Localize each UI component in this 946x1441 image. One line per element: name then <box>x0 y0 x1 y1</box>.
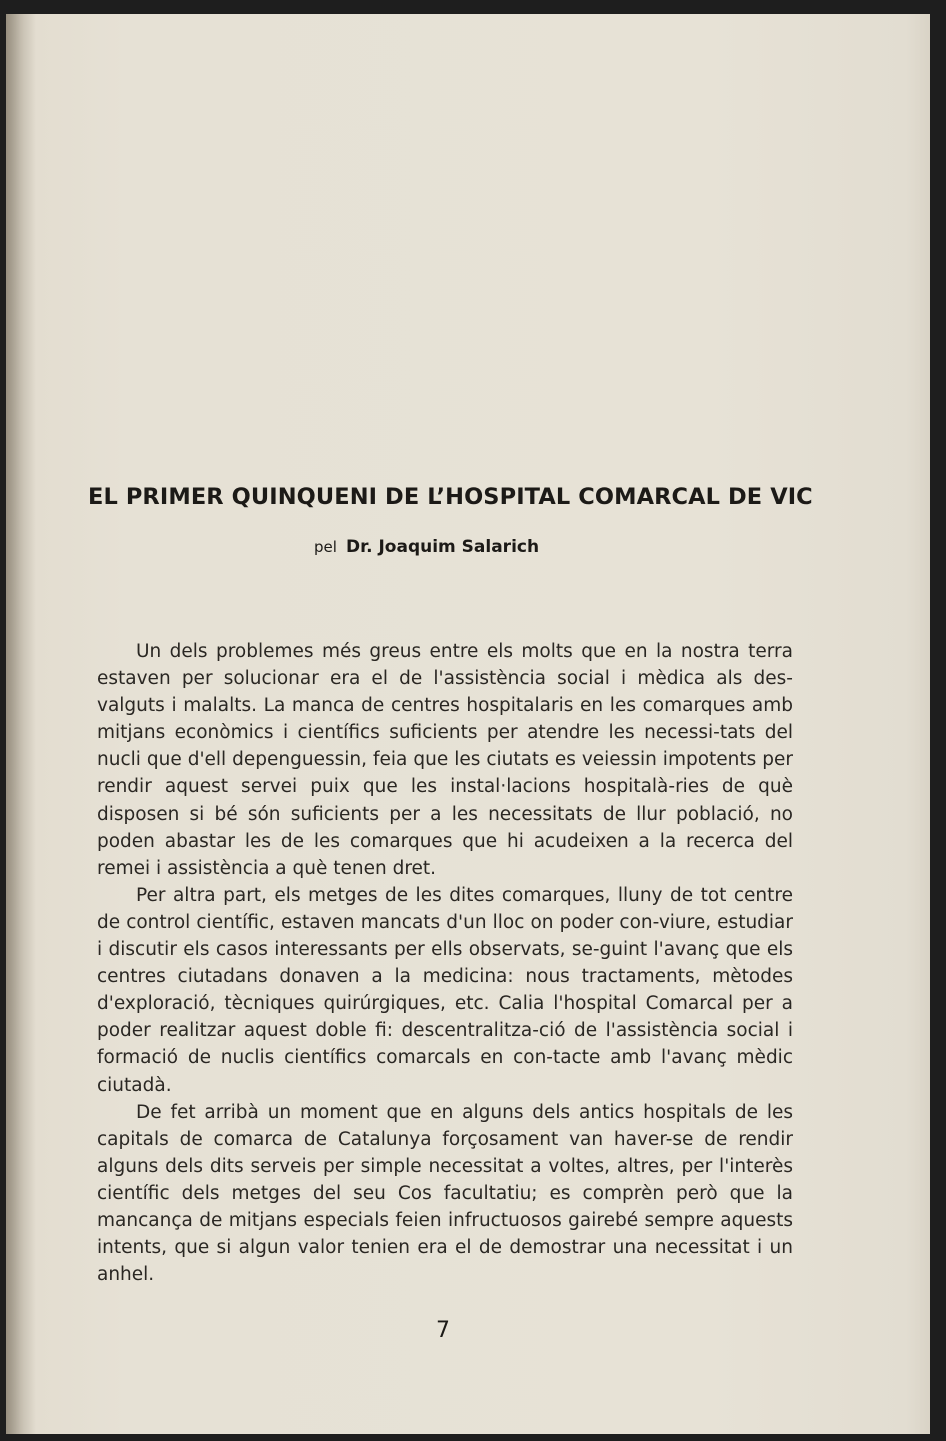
page-number: 7 <box>436 1318 450 1343</box>
article-body <box>97 638 793 1288</box>
byline-prefix: pel <box>314 538 337 556</box>
binding-shadow <box>6 14 36 1434</box>
article-title: EL PRIMER QUINQUENI DE L’HOSPITAL COMARCAL DE VIC <box>88 484 813 510</box>
paragraph: Per altra part, els metges de les dites comarques, lluny de tot centre de control científic, estaven mancats d'un lloc on poder con-viure, estudiar i discutir els casos interessants per ells observats, se-guint l'avanç que els centres ciutadans donaven a la medicina: nous tractaments, mètodes d'exploració, tècniques quirúrgiques, etc. Calia l'hospital Comarcal per a poder realitzar aquest doble fi: descentralitza-ció de l'assistència social i formació de nuclis científics comarcals en con-tacte amb l'avanç mèdic ciutadà. <box>97 884 793 1096</box>
paragraph: Un dels problemes més greus entre els molts que en la nostra terra estaven per solucionar era el de l'assistència social i mèdica als des-valguts i malalts. La manca de centres hospitalaris en les comarques amb mitjans econòmics i científics suficients per atendre les necessi-tats del nucli que d'ell depenguessin, feia que les ciutats es veiessin impotents per rendir aquest servei puix que les instal·lacions hospitalà-ries de què disposen si bé són suficients per a les necessitats de llur població, no poden abastar les de les comarques que hi acudeixen a la recerca del remei i assistència a què tenen dret. <box>97 641 793 879</box>
paragraph: De fet arribà un moment que en alguns dels antics hospitals de les capitals de comarca de Catalunya forçosament van haver-se de rendir alguns dels dits serveis per simple necessitat a voltes, altres, per l'interès científic dels metges del seu Cos facultatiu; es comprèn però que la mancança de mitjans especials feien infructuosos gairebé sempre aquests intents, que si algun valor tenien era el de demostrar una necessitat i un anhel. <box>97 1101 793 1286</box>
author-name: Dr. Joaquim Salarich <box>346 537 540 557</box>
byline <box>314 537 539 557</box>
